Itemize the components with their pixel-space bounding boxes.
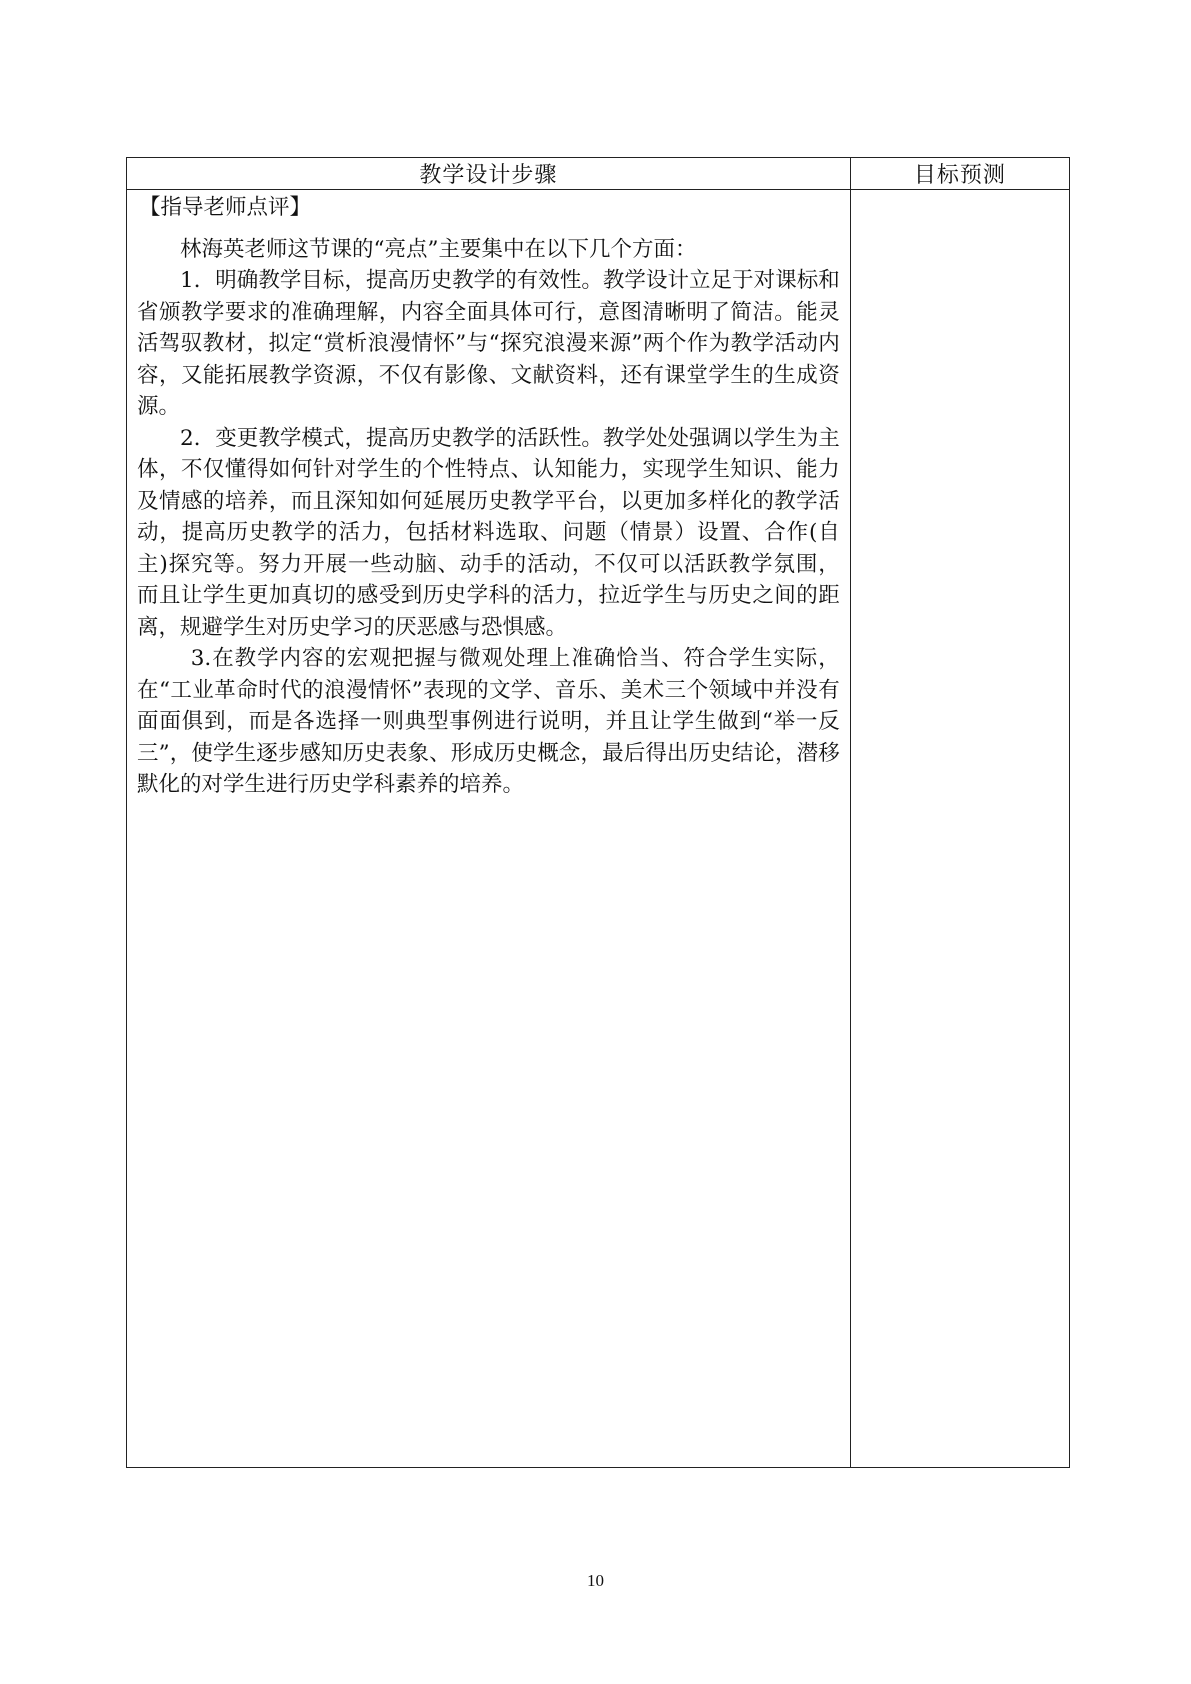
- review-point-3: 3.在教学内容的宏观把握与微观处理上准确恰当、符合学生实际，在“工业革命时代的浪漫情怀”表现的文学、音乐、美术三个领域中并没有面面俱到，而是各选择一则典型事例进行说明，并且让学生做到“举一反三”，使学生逐步感知历史表象、形成历史概念，最后得出历史结论，潜移默化的对学生进行历史学科素养的培养。: [137, 646, 840, 797]
- table-header-row: [127, 158, 1070, 190]
- review-point-2: 2．变更教学模式，提高历史教学的活跃性。教学处处强调以学生为主体，不仅懂得如何针对学生的个性特点、认知能力，实现学生知识、能力及情感的培养，而且深知如何延展历史教学平台，以更加多样化的教学活动，提高历史教学的活力，包括材料选取、问题（情景）设置、合作(自主)探究等。努力开展一些动脑、动手的活动，不仅可以活跃教学氛围， 而且让学生更加真切的感受到历史学科的活力，拉近学生与历史之间的距离，规避学生对历史学习的厌恶感与恐惧感。: [137, 425, 840, 640]
- lesson-design-table: [126, 157, 1070, 1468]
- header-design-steps: 教学设计步骤: [127, 158, 851, 190]
- table-body-row: [127, 190, 1070, 1468]
- header-goal-prediction: 目标预测: [850, 158, 1069, 190]
- review-intro: 林海英老师这节课的“亮点”主要集中在以下几个方面：: [180, 236, 697, 262]
- review-title: 【指导老师点评】: [139, 195, 312, 220]
- goal-prediction-cell: [850, 190, 1069, 1468]
- design-steps-cell: [127, 190, 851, 1468]
- review-content: [127, 190, 850, 801]
- review-point-1: 1．明确教学目标，提高历史教学的有效性。教学设计立足于对课标和省颁教学要求的准确理解，内容全面具体可行，意图清晰明了简洁。能灵活驾驭教材，拟定“赏析浪漫情怀”与“探究浪漫来源”两个作为教学活动内容，又能拓展教学资源，不仅有影像、文献资料，还有课堂学生的生成资源。: [137, 268, 840, 419]
- page-number: 10: [587, 1571, 604, 1590]
